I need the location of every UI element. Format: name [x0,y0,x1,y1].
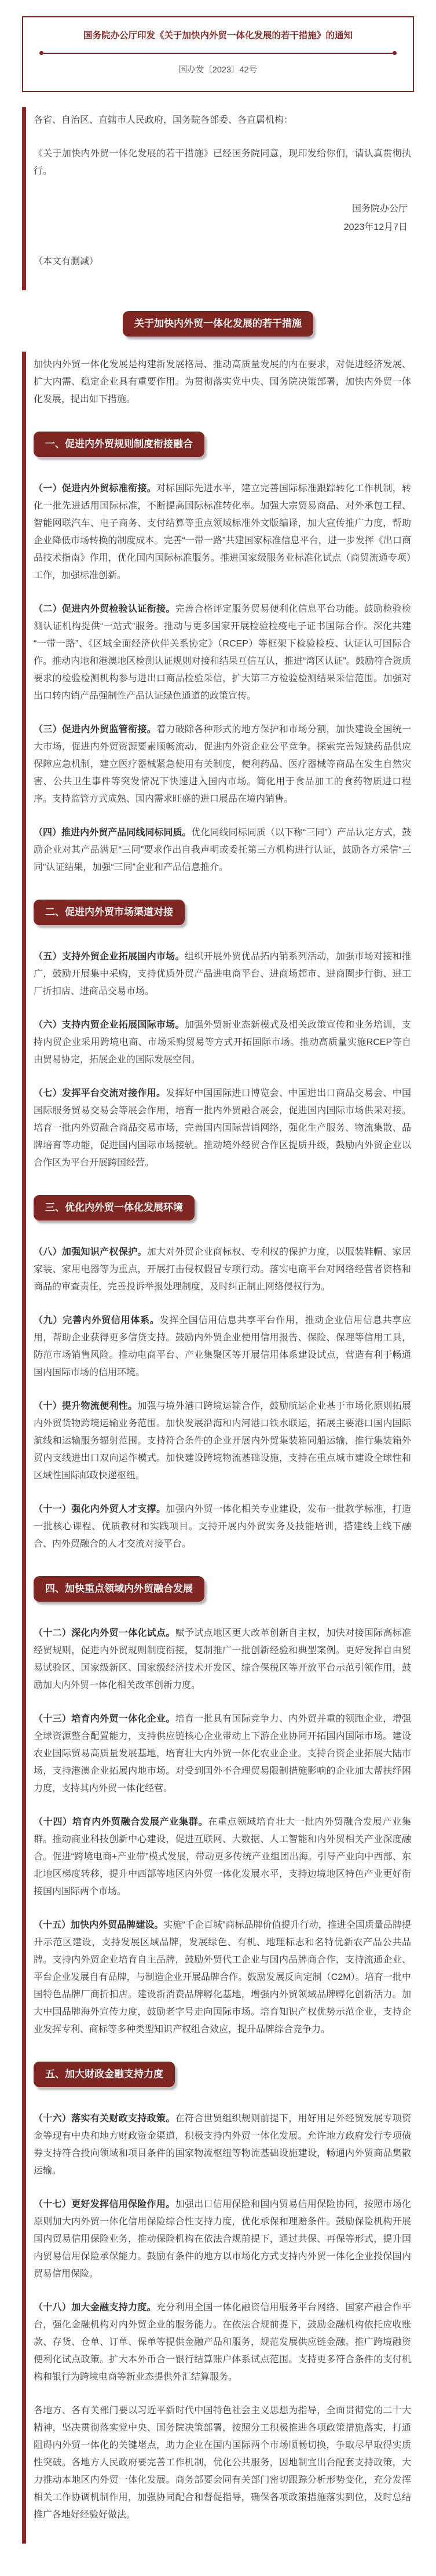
policy-item-text: 组织开展外贸优品拓内销系列活动，加强市场对接和推广，鼓励开展集中采购，支持优质外贸产品进电商平台、进商场超市、进商圈步行街、进工厂折扣店、进商品交易市场。 [34,952,411,996]
policy-item-lead: （二）促进内外贸检验认证衔接。 [34,604,175,614]
policy-item-lead: （十四）培育内外贸融合发展产业集群。 [34,1817,208,1827]
sign-date: 2023年12月7日 [343,222,408,232]
policy-item [34,1244,411,1296]
section-heading-badge-3: 三、优化内外贸一体化发展环境 [34,1195,195,1221]
policy-item-lead: （十六）落实有关财政支持政策。 [34,2114,175,2124]
section-heading-row [34,1195,411,1221]
policy-item-lead: （十八）加大金融支持力度。 [34,2303,156,2312]
policy-item [34,1501,411,1553]
policy-item [34,601,411,705]
policy-item-text: 赋予试点地区更大改革创新自主权，加快对接国际高标准经贸规则，促进内外贸规则制度衔接，复制推广一批创新经验和典型案例。更好发挥自由贸易试验区、国家级新区、国家级经济技术开发区、综合保税区等开放平台示范引领作用，鼓励加大内外贸一体化相关改革创新力度。 [34,1628,411,1690]
policy-item [34,1017,411,1069]
section-heading-badge-4: 四、加快重点领域内外贸融合发展 [34,1576,204,1602]
closing-paragraph: 各地方、各有关部门要以习近平新时代中国特色社会主义思想为指导，全面贯彻党的二十大精神，坚决贯彻落实党中央、国务院决策部署，按照分工积极推进各项政策措施落实，打通阻碍内外贸一体化的关键堵点，助力企业在国内国际两个市场顺畅切换，争取尽早取得实质性突破。各地方人民政府要完善工作机制，优化公共服务，因地制宜出台配套支持政策，大力推动本地区内外贸一体化发展。商务部要会同有关部门密切跟踪分析形势变化，充分发挥相关工作协调机制作用，加强协同配合和督促指导，确保各项政策措施落实到位，及时总结推广各地好经验好做法。 [34,2406,411,2520]
policy-item-text: 加大对外贸企业商标权、专利权的保护力度，以服装鞋帽、家居家装、家用电器等为重点，开展打击侵权假冒专项行动。落实电商平台对网络经营者资格和商品的审查责任，完善投诉举报处理制度，及时纠正制止网络侵权行为。 [34,1247,411,1292]
notice-header-box [22,16,414,92]
section-heading-badge-5: 五、加大财政金融支持力度 [34,2062,175,2087]
document-number: 国办发〔2023〕42号 [178,65,258,75]
policy-item-lead: （四）推进内外贸产品同线同标同质。 [34,828,192,838]
policy-item [34,1085,411,1172]
policy-item-text: 发挥全国信用信息共享平台作用，推动企业信用信息共享应用，帮助企业获得更多信贷支持。鼓励内外贸企业使用信用报告、保险、保理等信用工具，防范市场销售风险。推动电商平台、产业集聚区等开展信用体系建设试点，营造有利于畅通国内国际市场的信用环境。 [34,1316,411,1377]
signer: 国务院办公厅 [351,204,408,214]
document-title-badge: 关于加快内外贸一体化发展的若干措施 [123,311,313,337]
policy-item-lead: （三）促进内外贸监管衔接。 [34,725,156,735]
forwarding-notice-block [22,107,411,290]
title-divider [39,51,397,55]
section-heading-row [34,1576,411,1602]
policy-item [34,1711,411,1797]
policy-item-text: 优化同线同标同质（以下称“三同”）产品认定方式，鼓励企业对其产品满足“三同”要求作出自我声明或委托第三方机构进行认证，鼓励各方采信“三同”认证结果，加强“三同”企业和产品信息推介。 [34,828,411,872]
policy-item-lead: （十二）深化内外贸一体化试点。 [34,1628,175,1638]
intro-paragraph: 加快内外贸一体化发展是构建新发展格局、推动高质量发展的内在要求，对促进经济发展、扩大内需、稳定企业具有重要作用。为贯彻落实党中央、国务院决策部署，加快内外贸一体化发展，提出如下措施。 [34,360,411,404]
policy-item-lead: （十三）培育内外贸一体化企业。 [34,1714,175,1724]
policy-item [34,1398,411,1485]
policy-item [34,2110,411,2180]
policy-item-text: 加强与境外港口跨境运输合作，鼓励航运企业基于市场化原则拓展内外贸货物跨境运输业务范围。加快发展沿海和内河港口铁水联运，拓展主要港口国内国际航线和运输服务辐射范围。支持符合条件的企业开展内外贸集装箱同船运输，推行集装箱外贸内支线进出口双向运作模式。加快建设跨境物流基础设施，支持在重点城市建设全球性和区域性国际邮政快递枢纽。 [34,1401,411,1481]
policy-item-lead: （十五）加快内外贸品牌建设。 [34,1920,164,1930]
section-heading-row [34,2062,411,2087]
policy-item-text: 加强内外贸一体化相关专业建设，发布一批教学标准，打造一批核心课程、优质教材和实践项目。支持开展内外贸实务及技能培训，搭建线上线下融合、内外贸融合的人才交流对接平台。 [34,1504,411,1549]
policy-item-text: 发挥好中国国际进口博览会、中国进出口商品交易会、中国国际服务贸易交易会等展会作用，培育一批内外贸融合展会，促进国内国际市场供采对接。培育一批内外贸融合商品交易市场，完善国内国际营销网络，强化生产服务、物流集散、品牌培育等功能，促进国内国际市场接轨。推动境外经贸合作区提质升级，鼓励内外贸企业以合作区为平台开展跨国经营。 [34,1088,411,1168]
policy-item [34,480,411,584]
policy-item-lead: （十七）更好发挥信用保险作用。 [34,2199,175,2209]
policy-item [34,1917,411,2038]
policy-item-text: 加强外贸新业态新模式及相关政策宣传和业务培训，支持内贸企业采用跨境电商、市场采购贸易等方式开拓国际市场。推动高质量实施RCEP等自由贸易协定，拓展企业的国际发展空间。 [34,1020,411,1065]
policy-item-text: 着力破除各种形式的地方保护和市场分割，加快建设全国统一大市场，促进内外贸资源要素顺畅流动，促进内外资企业公平竞争。探索完善短缺药品供应保障应急机制，建立医疗器械紧急使用有关制度，便利药品、医疗器械等商品在发生自然灾害、公共卫生事件等突发情况下快速进入国内市场。简化用于食品加工的食药物质进口程序。支持监管方式成熟、国内需求旺盛的进口展品在境内销售。 [34,725,411,804]
policy-item-text: 对标国际先进水平，建立完善国际标准跟踪转化工作机制，转化一批先进适用国际标准，不断提高国际标准转化率。加强大宗贸易商品、对外承包工程、智能网联汽车、电子商务、支付结算等重点领域标准外文版编译，加大宣传推广力度，帮助企业降低市场转换的制度成本。完善“一带一路”共建国家标准信息平台，进一步发挥《出口商品技术指南》作用，优化国内国际标准服务。推进国家级服务业标准化试点（商贸流通专项）工作，加强标准创新。 [34,484,411,580]
section-heading-row [34,900,411,925]
policy-item [34,1814,411,1901]
policy-item-lead: （一）促进内外贸标准衔接。 [34,484,156,494]
policy-item [34,2196,411,2283]
document-title-row [0,311,436,337]
section-heading-row [34,432,411,457]
policy-item-lead: （七）发挥平台交流对接作用。 [34,1088,166,1098]
policy-item-lead: （五）支持外贸企业拓展国内市场。 [34,952,185,962]
notice-body: 《关于加快内外贸一体化发展的若干措施》已经国务院同意，现印发给你们，请认真贯彻执行。 [34,149,411,176]
section-heading-badge-2: 二、促进内外贸市场渠道对接 [34,900,185,925]
salutation: 各省、自治区、直辖市人民政府，国务院各部委、各直属机构： [34,115,294,125]
notice-title: 国务院办公厅印发《关于加快内外贸一体化发展的若干措施》的通知 [83,31,353,41]
policy-item-text: 在重点领域培育壮大一批内外贸融合发展产业集群。推动商业科技创新中心建设，促进互联网、大数据、人工智能和内外贸相关产业深度融合。促进“跨境电商+产业带”模式发展，带动更多传统产业组团出海。引导产业向中西部、东北地区梯度转移，提升中西部等地区内外贸一体化发展水平，支持边境地区特色产业更好衔接国内国际两个市场。 [34,1817,411,1897]
policy-item [34,824,411,876]
redaction-note: （本文有删减） [34,257,99,266]
clipped-footer-link[interactable] [160,2571,276,2576]
policy-item-lead: （十一）强化内外贸人才支撑。 [34,1504,166,1514]
policy-item-text: 加强出口信用保险和国内贸易信用保险协同，按照市场化原则加大内外贸一体化信用保险综合性支持力度，优化承保和理赔条件。鼓励保险机构开展国内贸易信用保险业务，推动保险机构在依法合规前提下，通过共保、再保等形式，提升国内贸易信用保险承保能力。鼓励有条件的地方以市场化方式支持内外贸一体化企业投保国内贸易信用保险。 [34,2199,411,2279]
divider-dot-right [393,51,397,55]
policy-item-lead: （十）提升物流便利性。 [34,1401,138,1411]
signature-block [34,200,408,237]
policy-item [34,2299,411,2386]
document-body-block [22,352,411,2544]
document-sections [34,432,411,2386]
policy-item-text: 完善合格评定服务贸易便利化信息平台功能。鼓励检验检测认证机构提供“一站式”服务。推动与更多国家开展检验检疫电子证书国际合作。深化共建“一带一路”、《区域全面经济伙伴关系协定》（RCEP）等框架下检验检疫、认证认可国际合作。推动内地和港澳地区检测认证规则对接和结果互信互认，推进“湾区认证”。鼓励符合资质要求的检验检测机构参与进出口商品检验采信，扩大第三方检验检测结果采信范围。加强对出口转内销产品强制性产品认证绿色通道的政策宣传。 [34,604,411,701]
policy-item-text: 充分利用全国一体化融资信用服务平台网络、国家产融合作平台，强化金融机构对内外贸企业的服务能力。在依法合规前提下，鼓励金融机构依托应收账款、存货、仓单、订单、保单等提供金融产品和服务，规范发展供应链金融。推广跨境融资便利化试点政策。扩大本外币合一银行结算账户体系试点范围。支持更多符合条件的支付机构和银行为跨境电商等新业态提供外汇结算服务。 [34,2303,411,2382]
policy-item-lead: （九）完善内外贸信用体系。 [34,1316,160,1325]
policy-item [34,948,411,1000]
policy-item-text: 在符合世贸组织规则前提下，用好用足外经贸发展专项资金等现有中央和地方财政资金渠道，积极支持内外贸一体化发展。允许地方政府发行专项债券支持符合投向领域和项目条件的国家物流枢纽等物流基础设施建设，畅通内外贸商品集散运输。 [34,2114,411,2176]
divider-line [43,53,393,54]
policy-item-lead: （八）加强知识产权保护。 [34,1247,147,1257]
policy-item [34,1312,411,1382]
policy-item-lead: （六）支持内贸企业拓展国际市场。 [34,1020,185,1030]
policy-item-text: 培育一批具有国际竞争力、内外贸并重的领跑企业，增强全球资源整合配置能力，支持供应链核心企业带动上下游企业协同开拓国内国际市场。建设农业国际贸易高质量发展基地，培育壮大内外贸一体化农业企业。支持台资企业拓展大陆市场，支持港澳企业拓展内地市场。对受到国外不合理贸易限制措施影响的企业加大帮扶纾困力度，支持其内外贸一体化经营。 [34,1714,411,1793]
policy-item [34,1625,411,1694]
divider-dot-left [39,51,43,55]
section-heading-badge-1: 一、促进内外贸规则制度衔接融合 [34,432,204,457]
policy-item-text: 实施“千企百城”商标品牌价值提升行动，推进全国质量品牌提升示范区建设，支持发展区域品牌，发展绿色、有机、地理标志和名特优新农产品公共品牌。支持内外贸企业培育自主品牌，鼓励外贸代工企业与国内品牌商合作，支持流通企业、平台企业发展自有品牌，与制造企业开展品牌合作。鼓励发展反向定制（C2M）。培育一批中国特色品牌厂商折扣店。建设新消费品牌孵化基地，增强内外贸领域品牌孵化创新活力。加大中国品牌海外宣传力度，鼓励老字号走向国际市场。培育知识产权优势示范企业，支持企业发挥专利、商标等多种类型知识产权组合效应，提升品牌综合竞争力。 [34,1920,411,2034]
policy-item [34,721,411,808]
